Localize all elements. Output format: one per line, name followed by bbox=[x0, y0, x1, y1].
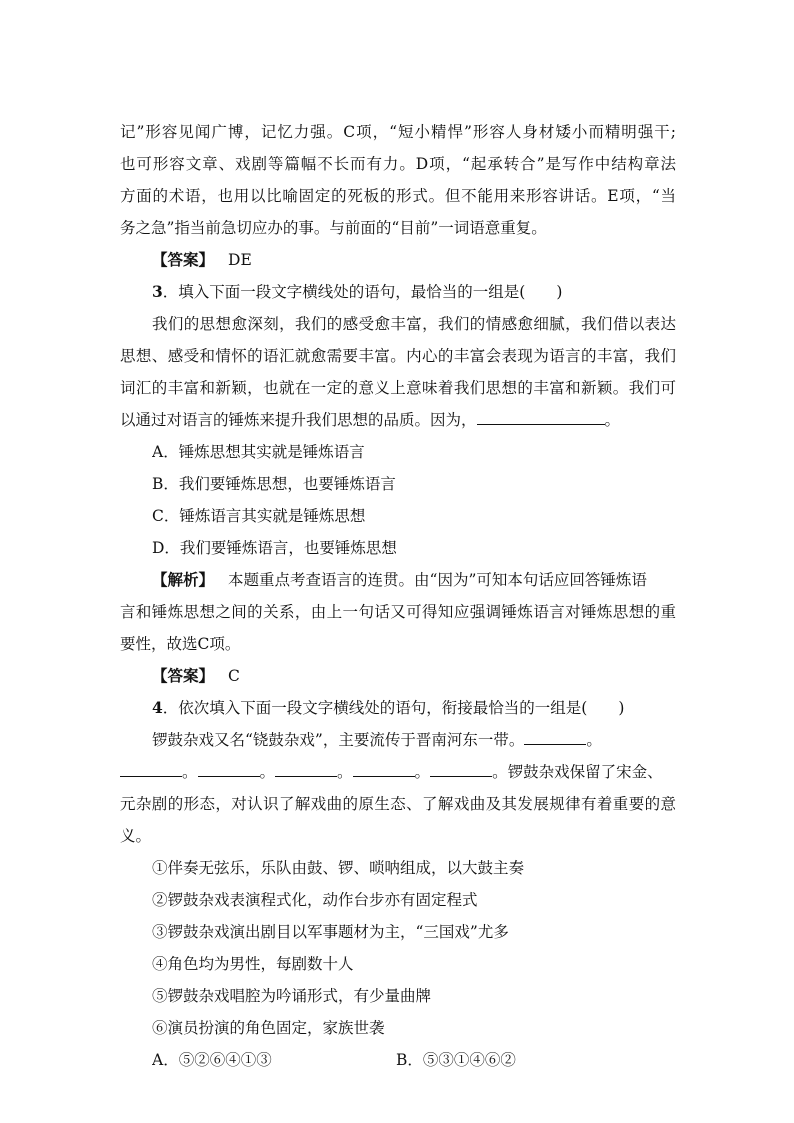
answer-value: C bbox=[228, 667, 240, 685]
question-stem: ．依次填入下面一段文字横线处的语句，衔接最恰当的一组是( ) bbox=[162, 699, 625, 717]
fill-blank bbox=[353, 762, 415, 777]
fill-blank bbox=[275, 762, 337, 777]
passage-line bbox=[152, 730, 676, 750]
q3-analysis-line bbox=[152, 570, 676, 590]
passage-text: 。锣鼓杂戏保留了宋金、 bbox=[492, 763, 663, 781]
option-a: A．锤炼思想其实就是锤炼语言 bbox=[152, 443, 365, 461]
analysis-line: 要性，故选C项。 bbox=[120, 635, 241, 653]
question-number: 4 bbox=[152, 698, 163, 717]
answer-label: 【答案】 bbox=[152, 250, 215, 269]
passage-text: 锣鼓杂戏又名“铙鼓杂戏”，主要流传于晋南河东一带。 bbox=[152, 731, 525, 749]
punctuation: 。 bbox=[586, 731, 602, 749]
fill-blank bbox=[477, 410, 605, 425]
answer-label: 【答案】 bbox=[152, 666, 215, 685]
passage-line: 思想、感受和情怀的语汇就愈需要丰富。内心的丰富会表现为语言的丰富，我们 bbox=[120, 347, 676, 365]
analysis-line: 务之急”指当前急切应办的事。与前面的“目前”一词语意重复。 bbox=[120, 219, 547, 237]
option-a: A．⑤②⑥④①③ bbox=[152, 1051, 272, 1069]
sentence-item-5: ⑤锣鼓杂戏唱腔为吟诵形式，有少量曲牌 bbox=[152, 987, 432, 1005]
q2-answer-line bbox=[152, 250, 676, 270]
passage-text: 以通过对语言的锤炼来提升我们思想的品质。因为， bbox=[120, 411, 477, 429]
option-b: B．我们要锤炼思想，也要锤炼语言 bbox=[152, 475, 396, 493]
analysis-line: 言和锤炼思想之间的关系，由上一句话又可得知应强调锤炼语言对锤炼思想的重 bbox=[120, 603, 676, 621]
punctuation: 。 bbox=[337, 763, 353, 781]
fill-blank bbox=[198, 762, 260, 777]
question-3-stem bbox=[152, 282, 676, 302]
punctuation: 。 bbox=[259, 763, 276, 781]
punctuation: 。 bbox=[182, 763, 198, 781]
passage-line bbox=[120, 762, 676, 782]
passage-line bbox=[120, 410, 676, 430]
sentence-item-2: ②锣鼓杂戏表演程式化，动作台步亦有固定程式 bbox=[152, 891, 478, 909]
sentence-item-4: ④角色均为男性，每剧数十人 bbox=[152, 955, 354, 973]
passage-line: 词汇的丰富和新颖，也就在一定的意义上意味着我们思想的丰富和新颖。我们可 bbox=[120, 379, 676, 397]
sentence-item-1: ①伴奏无弦乐，乐队由鼓、锣、唢呐组成，以大鼓主奏 bbox=[152, 859, 525, 877]
analysis-label: 【解析】 bbox=[152, 570, 215, 589]
q4-option-b: B．⑤③①④⑥② bbox=[396, 1051, 516, 1069]
question-4-stem bbox=[152, 698, 676, 718]
analysis-line: 方面的术语，也用以比喻固定的死板的形式。但不能用来形容讲话。E项，“当 bbox=[120, 187, 676, 205]
answer-value: DE bbox=[228, 251, 252, 269]
analysis-text: 本题重点考查语言的连贯。由“因为”可知本句话应回答锤炼语 bbox=[228, 571, 647, 589]
option-d: D．我们要锤炼语言，也要锤炼思想 bbox=[152, 539, 397, 557]
sentence-item-3: ③锣鼓杂戏演出剧目以军事题材为主，“三国戏”尤多 bbox=[152, 923, 509, 941]
analysis-line: 记”形容见闻广博，记忆力强。C项，“短小精悍”形容人身材矮小而精明强干; bbox=[120, 123, 676, 141]
fill-blank bbox=[430, 762, 492, 777]
fill-blank bbox=[524, 730, 586, 745]
punctuation: 。 bbox=[414, 763, 431, 781]
punctuation: 。 bbox=[604, 411, 621, 429]
question-stem: ．填入下面一段文字横线处的语句，最恰当的一组是( ) bbox=[162, 283, 563, 301]
analysis-line: 也可形容文章、戏剧等篇幅不长而有力。D项，“起承转合”是写作中结构章法 bbox=[120, 155, 676, 173]
option-c: C．锤炼语言其实就是锤炼思想 bbox=[152, 507, 366, 525]
fill-blank bbox=[120, 762, 182, 777]
passage-line: 元杂剧的形态，对认识了解戏曲的原生态、了解戏曲及其发展规律有着重要的意 bbox=[120, 795, 676, 813]
q3-answer-line bbox=[152, 666, 676, 686]
passage-line: 我们的思想愈深刻，我们的感受愈丰富，我们的情感愈细腻，我们借以表达 bbox=[152, 315, 676, 333]
sentence-item-6: ⑥演员扮演的角色固定，家族世袭 bbox=[152, 1019, 385, 1037]
passage-line: 义。 bbox=[120, 827, 152, 845]
question-number: 3 bbox=[152, 282, 163, 301]
